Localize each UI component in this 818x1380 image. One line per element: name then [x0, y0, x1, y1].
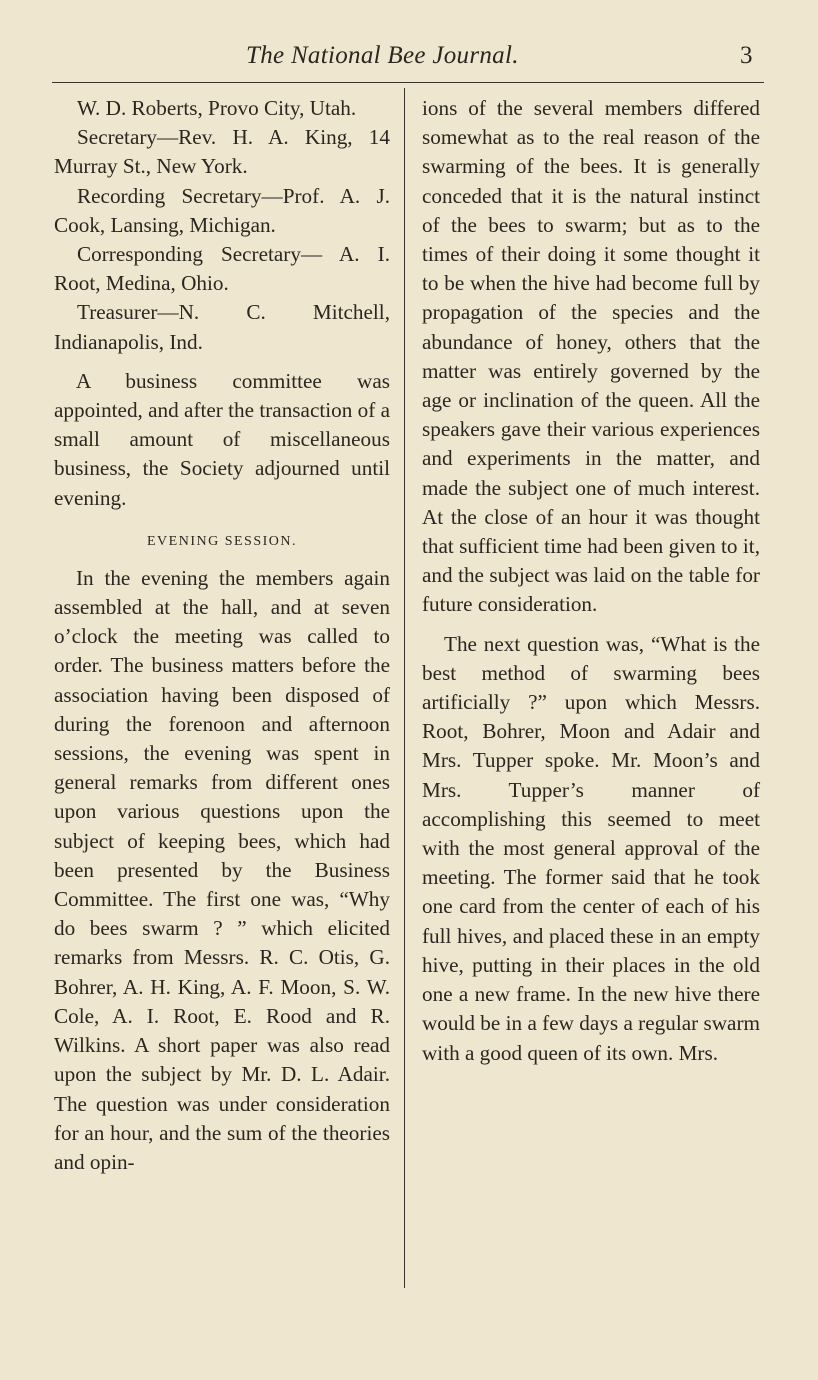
header-rule [52, 82, 764, 83]
section-heading: EVENING SESSION. [147, 533, 297, 549]
continuation-paragraph: ions of the several members differed somewhat as to the real reason of the swarming of the bees. It is generally conceded that it is the natural instinct of the bees to swarm; but as to the times of their doing it some thought it to be when the hive had become full by propagation of the species and the abundance of honey, others that the matter was entirely governed by the age or inclination of the queen. All the speakers gave their various experiences and experiments in the matter, and made the subject one of much interest. At the close of an hour it was thought that sufficient time had been given to it, and the subject was laid on the table for future consideration. [422, 96, 760, 617]
column-divider [404, 88, 405, 1288]
officer-entry: W. D. Roberts, Provo City, Utah. [77, 96, 357, 120]
officer-entry: Recording Secretary—Prof. A. J. Cook, Lansing, Michigan. [54, 183, 390, 237]
officer-entry: Corresponding Secretary— A. I. Root, Medina, Ohio. [54, 242, 390, 296]
page-number: 3 [740, 42, 753, 69]
journal-title: The National Bee Journal. [246, 42, 519, 69]
officer-entry: Secretary—Rev. H. A. King, 14 Murray St., New York. [54, 125, 390, 179]
left-column [54, 94, 390, 1177]
business-paragraph: A business committee was appointed, and after the transaction of a small amount of miscellaneous business, the Society adjourned until evening. [54, 368, 390, 510]
right-column [422, 94, 760, 1068]
next-question-paragraph: The next question was, “What is the best method of swarming bees artificially ?” upon which Messrs. Root, Bohrer, Moon and Adair and Mrs. Tupper spoke. Mr. Moon’s and Mrs. Tupper’s manner of accomplishing this seemed to meet with the most general approval of the meeting. The former said that he took one card from the center of each of his full hives, and placed these in an empty hive, putting in their places in the old one a new frame. In the new hive there would be in a few days a regular swarm with a good queen of its own. Mrs. [422, 631, 760, 1065]
officer-entry: Treasurer—N. C. Mitchell, Indianapolis, Ind. [54, 300, 390, 354]
evening-session-paragraph: In the evening the members again assembled at the hall, and at seven o’clock the meeting was called to order. The business matters before the association having been disposed of during the forenoon and afternoon sessions, the evening was spent in general remarks from different ones upon various questions upon the subject of keeping bees, which had been presented by the Business Committee. The first one was, “Why do bees swarm ? ” which elicited remarks from Messrs. R. C. Otis, G. Bohrer, A. H. King, A. F. Moon, S. W. Cole, A. I. Root, E. Rood and R. Wilkins. A short paper was also read upon the subject by Mr. D. L. Adair. The question was under consideration for an hour, and the sum of the theories and opin- [54, 565, 390, 1174]
